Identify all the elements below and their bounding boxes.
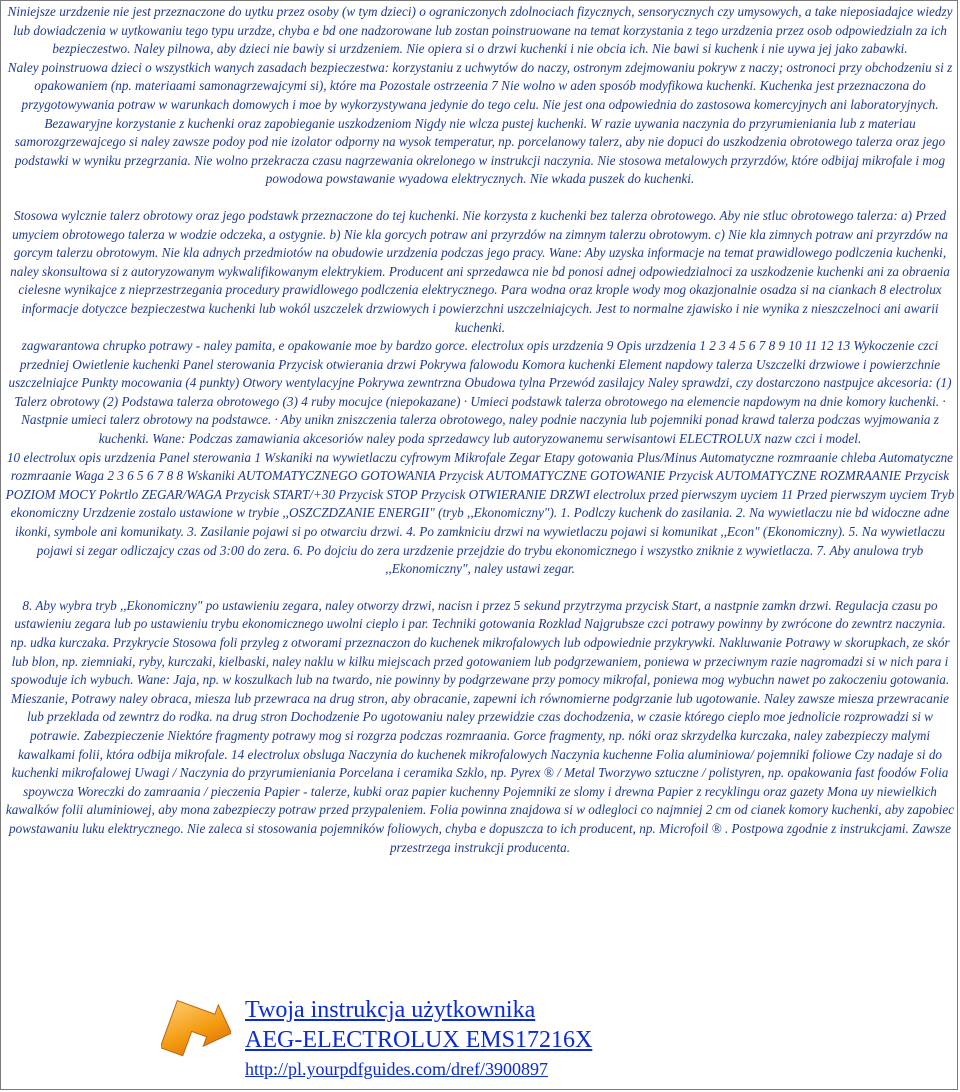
footer-links: [245, 995, 592, 1081]
paragraph-safety-intro: Niniejsze urzdzenie nie jest przeznaczone do uytku przez osoby (w tym dzieci) o ograniczonych zdolnociach fizycznych, sensorycznych czy umysowych, a take nieposiadajce wiedzy lub dowiadczenia w uytkowaniu tego typu urzdze, chyba e bd one nadzorowane lub zostan poinstruowane na temat korzystania z tego urzdzenia przez osob odpowiedzialn za ich bezpieczestwo. Naley pilnowa, aby dzieci nie bawiy si urzdzeniem. Nie opiera si o drzwi kuchenki i nie obcia ich. Nie bawi si kuchenk i nie uywa jej jako zabawki.: [7, 4, 953, 57]
paragraph-gap: [5, 579, 955, 597]
footer-link-block: [161, 995, 941, 1087]
paragraph-safety-children: Naley poinstruowa dzieci o wszystkich wanych zasadach bezpieczestwa: korzystaniu z uchwytów do naczy, ostronym zdejmowaniu pokryw z naczy; ostronoci przy obchodzeniu si z opakowaniem (np. materiaami samonagrzewajcymi si), które ma Pozostale ostrzeenia 7 Nie wolno w aden sposób modyfikowa kuchenki. Kuchenka jest przeznaczona do przygotowywania potraw w warunkach domowych i moe by wykorzystywana jedynie do tego celu. Nie jest ona odpowiednia do zastosowa komercyjnych ani laboratoryjnych. Bezawaryjne korzystanie z kuchenki oraz zapobieganie uszkodzeniom Nigdy nie wlcza pustej kuchenki. W razie uywania naczynia do przyrumieniania lub z materiau samorozgrzewajcego si naley zawsze podoy pod nie izolator odporny na wysok temperatur, np. porcelanowy talerz, aby nie dopuci do uszkodzenia obrotowego talerza oraz jego podstawki w wyniku przegrzania. Nie wolno przekracza czasu nagrzewania okrelonego w instrukcji naczynia. Nie stosowa metalowych przyrzdów, które odbijaj mikrofale i mog powodowa powstawanie wyadowa elektrycznych. Nie wkada puszek do kuchenki.: [7, 59, 953, 187]
paragraph-turntable: Stosowa wylcznie talerz obrotowy oraz jego podstawk przeznaczone do tej kuchenki. Nie korzysta z kuchenki bez talerza obrotowego. Aby nie stluc obrotowego talerza: a) Przed umyciem obrotowego talerza w wodzie odczeka, a ostygnie. b) Nie kla gorcych potraw ani przyrzdów na zimnym talerzu obrotowym. c) Nie kla zimnych potraw ani przyrzdów na gorcym talerzu obrotowym. Nie kla adnych przedmiotów na obudowie urzdzenia podczas jego pracy. Wane: Aby uzyska informacje na temat prawidlowego podlczenia kuchenki, naley skonsultowa si z autoryzowanym wykwalifikowanym elektrykiem. Producent ani sprzedawca nie bd ponosi adnej odpowiedzialnoci za uszkodzenie kuchenki ani za obraenia cielesne wynikajce z nieprzestrzegania procedury prawidlowego podlczenia elektrycznego. Para wodna oraz krople wody mog okazjonalnie osadza si na ciankach 8 electrolux informacje dotyczce bezpieczestwa kuchenki lub wokól uszczelek drzwiowych i powierzchni uszczelniajcych. Jest to normalne zjawisko i nie wynika z nieszczelnoci ani awarii kuchenki.: [10, 207, 950, 335]
manual-url-link[interactable]: http://pl.yourpdfguides.com/dref/3900897: [245, 1059, 548, 1079]
paragraph-gap: [5, 189, 955, 207]
paragraph-description: zagwarantowa chrupko potrawy - naley pamita, e opakowanie moe by bardzo gorce. electrolux opis urzdzenia 9 Opis urzdzenia 1 2 3 4 5 6 7 8 9 10 11 12 13 Wykoczenie czci przedniej Owietlenie kuchenki Panel sterowania Przycisk otwierania drzwi Pokrywa falowodu Komora kuchenki Element napdowy talerza Uszczelki drzwiowe i powierzchnie uszczelniajce Punkty mocowania (4 punkty) Otwory wentylacyjne Pokrywa zewntrzna Obudowa tylna Przewód zasilajcy Naley sprawdzi, czy dostarczono nastpujce akcesoria: (1) Talerz obrotowy (2) Podstawa talerza obrotowego (3) 4 ruby mocujce (niepokazane) · Umieci podstawk talerza obrotowego na elemencie napdowym na dnie komory kuchenki. · Nastpnie umieci talerz obrotowy na podstawce. · Aby unikn zniszczenia talerza obrotowego, naley podnie naczynia lub pojemniki ponad krawd talerza podczas wyjmowania z kuchenki. Wane: Podczas zamawiania akcesoriów naley poda sprzedawcy lub autoryzowanemu serwisantowi ELECTROLUX nazw czci i model.: [8, 338, 952, 447]
paragraph-control-panel: 10 electrolux opis urzdzenia Panel sterowania 1 Wskaniki na wywietlaczu cyfrowym Mikrofale Zegar Etapy gotowania Plus/Minus Automatyczne rozmraanie chleba Automatyczne rozmraanie Waga 2 3 6 5 6 7 8 8 Wskaniki AUTOMATYCZNEGO GOTOWANIA Przycisk AUTOMATYCZNE GOTOWANIE Przycisk AUTOMATYCZNE ROZMRAANIE Przycisk POZIOM MOCY Pokrtlo ZEGAR/WAGA Przycisk START/+30 Przycisk STOP Przycisk OTWIERANIE DRZWI electrolux przed pierwszym uyciem 11 Przed pierwszym uyciem Tryb ekonomiczny Urzdzenie zostalo ustawione w trybie ,,OSZCZDZANIE ENERGII" (tryb ,,Ekonomiczny"). 1. Podlczy kuchenk do zasilania. 2. Na wywietlaczu nie bd widoczne adne ikonki, symbole ani komunikaty. 3. Zasilanie pojawi si po otwarciu drzwi. 4. Po zamkniciu drzwi na wywietlaczu pojawi si komunikat ,,Econ" (Ekonomiczny). 5. Na wywietlaczu pojawi si zegar odliczajcy czas od 3:00 do zera. 6. Po dojciu do zera urzdzenie przejdzie do trybu ekonomicznego i wszystko zniknie z wywietlacza. 7. Aby anulowa tryb ,,Ekonomiczny", naley ustawi zegar.: [5, 449, 955, 577]
product-model-link[interactable]: AEG-ELECTROLUX EMS17216X: [245, 1027, 593, 1053]
paragraph-cooking-techniques: 8. Aby wybra tryb ,,Ekonomiczny" po ustawieniu zegara, naley otworzy drzwi, nacisn i przez 5 sekund przytrzyma przycisk Start, a nastpnie zamkn drzwi. Regulacja czasu po ustawieniu zegara lub po ustawieniu trybu ekonomicznego uwolni cieplo i par. Techniki gotowania Rozklad Najgrubsze czci potrawy powinny by zwrócone do zewntrz naczynia. np. udka kurczaka. Przykrycie Stosowa foli przyleg z otworami przeznaczon do kuchenek mikrofalowych lub odpowiednie przykrywki. Nakluwanie Potrawy w skorupkach, ze skór lub blon, np. ziemniaki, ryby, kurczaki, kielbaski, naley naklu w kilku miejscach przed gotowaniem lub podgrzewaniem, poniewa w przeciwnym razie nagromadzi si w nich para i spowoduje ich wybuch. Wane: Jaja, np. w koszulkach lub na twardo, nie powinny by podgrzewane przy pomocy mikrofal, poniewa mog wybuchn nawet po zakoczeniu gotowania. Mieszanie, Potrawy naley obraca, miesza lub przewraca na drug stron, aby obracanie, zapewni ich równomierne podgrzanie lub ugotowanie. Naley zawsze miesza przewracanie lub przeklada od zewntrz do rodka. na drug stron Dochodzenie Po ugotowaniu naley przewidzie czas dochodzenia, w czasie którego cieplo moe jednolicie rozprowadzi si w potrawie. Zabezpieczenie Niektóre fragmenty potrawy mog si rozgrza podczas rozmraania. Gorce fragmenty, np. nóki oraz skrzydelka kurczaka, naley zabezpieczy malymi kawalkami folii, która odbija mikrofale. 14 electrolux obsluga Naczynia do kuchenek mikrofalowych Naczynia kuchenne Folia aluminiowa/ pojemniki foliowe Czy nadaje si do kuchenki mikrofalowej Uwagi / Naczynia do przyrumieniania Porcelana i ceramika Szklo, np. Pyrex ® / Metal Tworzywo sztuczne / polistyren, np. opakowania fast foodów Folia spoywcza Woreczki do zamraania / pieczenia Papier - talerze, kubki oraz papier kuchenny Pojemniki ze slomy i drewna Papier z recyklingu oraz gazety Mona uy niewielkich kawalków folii aluminiowej, aby mona zabezpieczy potraw przed przypaleniem. Folia powinna znajdowa si w odlegloci co najmniej 2 cm od cianek komory kuchenki, aby zapobiec powstawaniu luku elektrycznego. Nie zaleca si stosowania pojemników foliowych, chyba e dopuszcza to ich producent, np. Microfoil ® . Postpowa zgodnie z instrukcjami. Zawsze przestrzega instrukcji producenta.: [5, 597, 955, 855]
manual-text: [5, 3, 955, 857]
orange-arrow-icon: [161, 999, 231, 1069]
manual-title-link[interactable]: Twoja instrukcja użytkownika: [245, 997, 536, 1023]
